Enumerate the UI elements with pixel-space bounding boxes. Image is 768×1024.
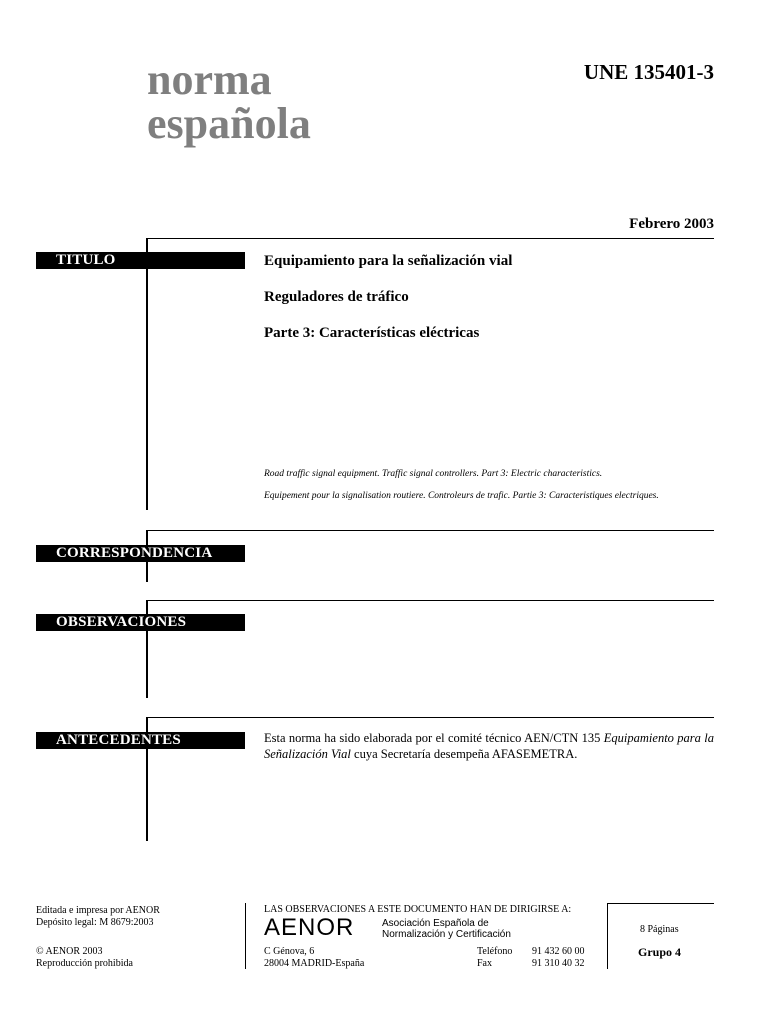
footer-divider-left <box>245 903 246 969</box>
titulo-top-rule <box>146 238 714 239</box>
footer-tel: 91 432 60 00 <box>532 946 585 957</box>
aenor-assoc-2: Normalización y Certificación <box>382 929 511 940</box>
antecedentes-text-c: cuya Secretaría desempeña AFASEMETRA. <box>350 747 578 761</box>
title-line-1: Equipamiento para la señalización vial <box>264 253 513 269</box>
footer-fax-label: Fax <box>477 958 492 969</box>
section-label-titulo: TITULO <box>36 252 245 269</box>
brand-title <box>147 55 311 148</box>
footer-edit-1: Editada e impresa por AENOR <box>36 905 160 916</box>
footer-copyright <box>36 946 133 970</box>
footer-tel-label: Teléfono <box>477 946 513 957</box>
aenor-assoc-1: Asociación Española de <box>382 918 489 929</box>
price-group: Grupo 4 <box>638 945 682 959</box>
section-label-antecedentes: ANTECEDENTES <box>36 732 245 749</box>
footer-fax: 91 310 40 32 <box>532 958 585 969</box>
footer-address <box>264 946 364 970</box>
standard-code: UNE 135401-3 <box>583 60 714 84</box>
footer-divider-right <box>607 903 608 969</box>
correspondencia-top-rule <box>146 530 714 531</box>
committee-name: Equipamiento para la Señalización Vial <box>264 731 714 761</box>
title-line-3: Parte 3: Características eléctricas <box>264 325 480 341</box>
brand-line-1: norma <box>147 55 272 104</box>
aenor-logo: AENOR <box>264 914 355 941</box>
antecedentes-text-a: Esta norma ha sido elaborada por el comité técnico AEN/CTN 135 <box>264 731 604 745</box>
title-line-2: Reguladores de tráfico <box>264 289 409 305</box>
page-count: 8 Páginas <box>640 924 679 935</box>
footer-observations: LAS OBSERVACIONES A ESTE DOCUMENTO HAN DE DIRIGIRSE A: <box>264 904 572 915</box>
footer-edition <box>36 905 160 929</box>
footer-contact-labels <box>477 946 512 970</box>
footer-copy-2: Reproducción prohibida <box>36 958 133 969</box>
title-french: Equipement pour la signalisation routiere. Controleurs de trafic. Partie 3: Caracteristiques electriques. <box>264 491 659 501</box>
footer-copy-1: © AENOR 2003 <box>36 946 103 957</box>
section-label-observaciones: OBSERVACIONES <box>36 614 245 631</box>
observaciones-top-rule <box>146 600 714 601</box>
antecedentes-text <box>264 730 714 762</box>
antecedentes-top-rule <box>146 717 714 718</box>
footer-addr-2: 28004 MADRID-España <box>264 958 365 969</box>
titulo-vertical-rule <box>146 238 148 510</box>
brand-line-2: española <box>147 99 311 148</box>
aenor-association <box>382 918 511 940</box>
footer-edit-2: Depósito legal: M 8679:2003 <box>36 917 154 928</box>
footer-top-rule <box>607 903 714 904</box>
title-english: Road traffic signal equipment. Traffic signal controllers. Part 3: Electric characteristics. <box>264 469 603 479</box>
footer-addr-1: C Génova, 6 <box>264 946 315 957</box>
section-label-correspondencia: CORRESPONDENCIA <box>36 545 245 562</box>
footer-contact-values <box>532 946 585 970</box>
publication-date: Febrero 2003 <box>629 216 714 232</box>
